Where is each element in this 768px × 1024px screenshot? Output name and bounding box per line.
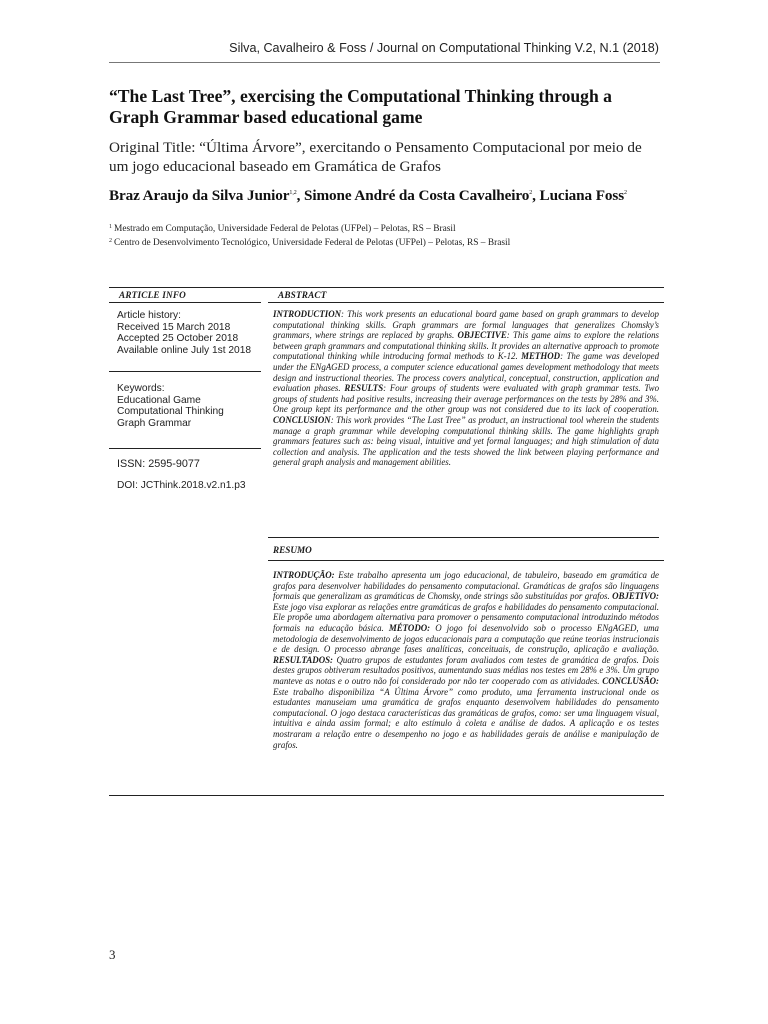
running-head: Silva, Cavalheiro & Foss / Journal on Computational Thinking V.2, N.1 (2018) xyxy=(229,41,659,55)
issn: ISSN: 2595-9077 xyxy=(117,458,200,470)
keyword: Computational Thinking xyxy=(117,406,224,418)
resumo-text: INTRODUÇÃO: Este trabalho apresenta um jogo educacional, de tabuleiro, baseado em gramática de grafos para desenvolver habilidades do pensamento computacional. Gramáticas de grafos são linguagens formais que generalizam as gramáticas de Chomsky, onde strings são substituídas por grafos. OBJETIVO: Este jogo visa explorar as relações entre gramáticas de grafos e habilidades do pensamento computacional. Ele propõe uma abordagem alternativa para promover o pensamento computacional introduzindo métodos formais na educação básica. MÉTODO: O jogo foi desenvolvido sob o processo ENgAGED, uma metodologia de desenvolvimento de jogos educacionais para a computação que reúne teorias instrucionais e de design. O processo abrange fases analíticas, conceituais, de construção, aplicação e avaliação. RESULTADOS: Quatro grupos de estudantes foram avaliados com testes de gramática de grafos. Dois destes grupos obtiveram resultados positivos, aumentando suas médias nos testes em 28% e 3%. Um grupo manteve as notas e o outro não foi considerado por não ter cooperado com as atividades. CONCLUSÃO: Este trabalho disponibiliza “A Última Árvore” como produto, uma ferramenta instrucional onde os estudantes manuseiam uma gramática de grafos enquanto desenvolvem habilidades do pensamento computacional. O jogo destaca características das gramáticas de grafos, como: ser uma linguagem visual, intuitiva e ainda assim formal; e alto estímulo à coleta e análise de dados. A aplicação e os testes mostraram a relação entre o desempenho no jogo e as habilidades gerais de análise e manipulação de grafos. xyxy=(273,570,659,750)
author-name: Simone André da Costa Cavalheiro xyxy=(304,187,530,204)
keywords-label: Keywords: xyxy=(117,383,165,394)
author-name: Braz Araujo da Silva Junior xyxy=(109,187,290,204)
author-name: Luciana Foss xyxy=(539,187,625,204)
article-info-column xyxy=(109,287,261,491)
affiliation-line: $^1$ Mestrado em Computação, Universidade Federal de Pelotas (UFPel) – Pelotas, RS – Brasil xyxy=(109,224,456,234)
page-number: 3 xyxy=(109,947,116,962)
keyword: Educational Game xyxy=(117,394,201,406)
article-title: “The Last Tree”, exercising the Computational Thinking through a Graph Grammar based educational game xyxy=(109,86,612,127)
affiliations xyxy=(109,221,664,249)
author-affiliation-mark: 1,2 xyxy=(289,190,297,196)
abstract-heading: ABSTRACT xyxy=(268,287,664,303)
author-list: Braz Araujo da Silva Junior$^{1,2}$, Simone André da Costa Cavalheiro$^2$, Luciana Foss$^2$ xyxy=(109,187,627,204)
resumo-heading: RESUMO xyxy=(268,538,664,561)
article-info-heading: ARTICLE INFO xyxy=(109,287,261,303)
original-title: Original Title: “Última Árvore”, exercitando o Pensamento Computacional por meio de um jogo educacional baseado em Gramática de Grafos xyxy=(109,139,642,175)
author-affiliation-mark: 2 xyxy=(529,190,533,196)
abstract-column xyxy=(268,287,664,750)
keywords-section xyxy=(109,372,261,449)
header-rule xyxy=(109,62,660,63)
article-history: Article history: Received 15 March 2018 Accepted 25 October 2018 Available online July 1st 2018 xyxy=(109,303,261,372)
affiliation-line: $^2$ Centro de Desenvolvimento Tecnológico, Universidade Federal de Pelotas (UFPel) – Pelotas, RS – Brasil xyxy=(109,238,511,248)
doi: DOI: JCThink.2018.v2.n1.p3 xyxy=(117,480,246,491)
abstract-text: INTRODUCTION: This work presents an educational board game based on graph grammars to develop computational thinking skills. Graph grammars are formal languages that generalizes Chomsky’s grammars, where strings are replaced by graphs. OBJECTIVE: This game aims to explore the relations between graph grammars and computational thinking skills. It provides an alternative approach to promote computational thinking while introducing formal methods to K-12. METHOD: The game was developed under the ENgAGED process, a computer science educational games development methodology that meets design and instructional theories. The process covers analytical, conceptual, construction, application and evaluation phases. RESULTS: Four groups of students were evaluated with graph grammar tests. Two groups of students had positive results, increasing their average performances on the tests by 28% and 3%. One group kept its performance and the other group was not considered due to its lack of cooperation. CONCLUSION: This work provides “The Last Tree” as product, an instructional tool wherein the students manage a graph grammar while developing computational thinking skills. The game highlights graph grammars features such as: being visual, intuitive and yet formal languages; and high stimulation of data collection and analysis. The application and the tests showed the link between playing performance and general graph analysis and management abilities. xyxy=(268,303,659,538)
keyword: Graph Grammar xyxy=(117,417,192,429)
info-block-bottom-rule xyxy=(109,795,664,796)
author-affiliation-mark: 2 xyxy=(624,190,627,196)
